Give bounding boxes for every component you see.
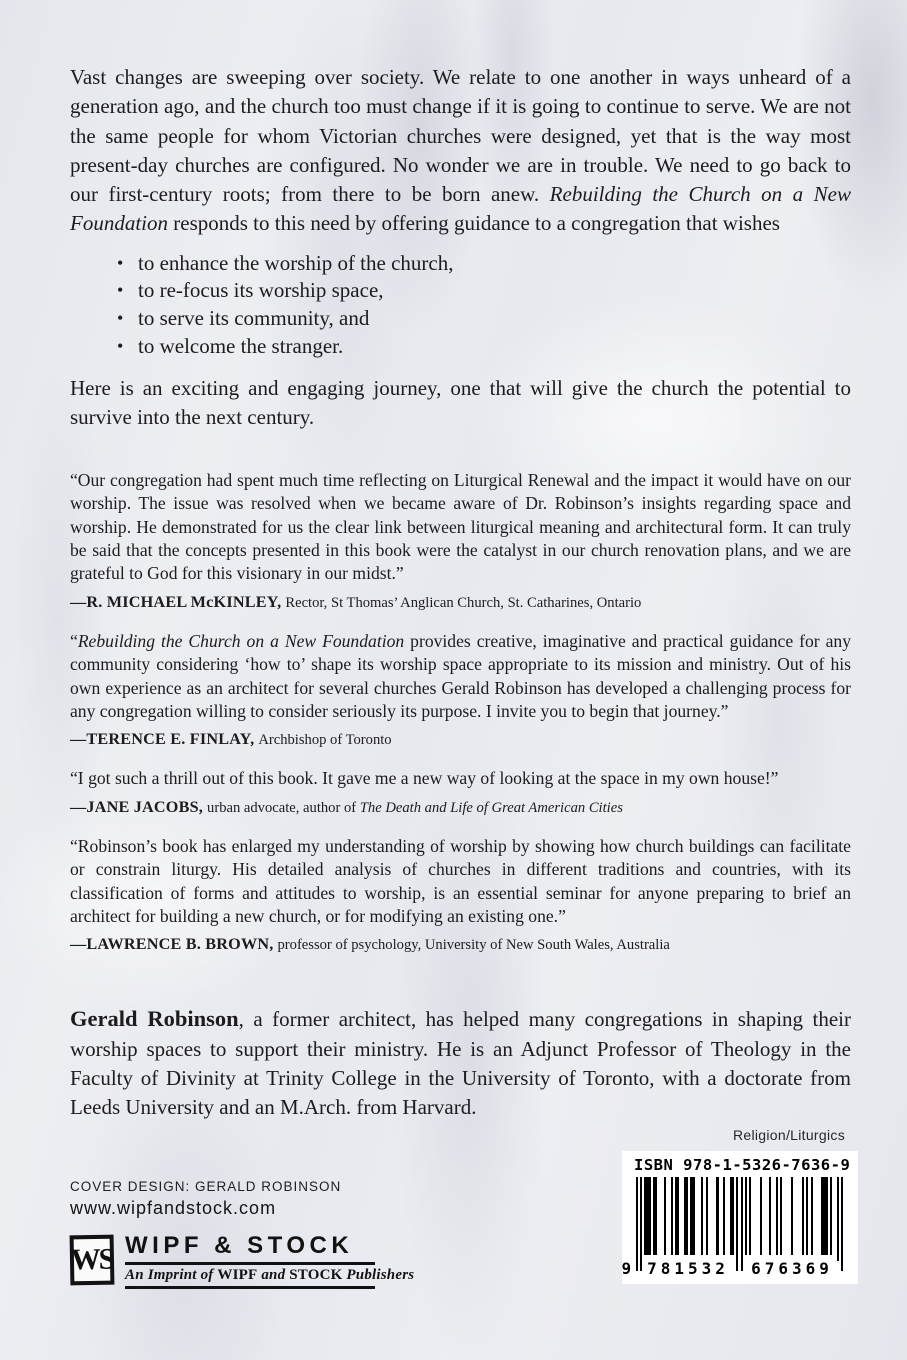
closing-paragraph: Here is an exciting and engaging journey, one that will give the church the potential to survive into the next century. — [70, 376, 851, 430]
publisher-website: www.wipfandstock.com — [70, 1198, 277, 1218]
endorsement-quote: “Our congregation had spent much time reflecting on Liturgical Renewal and the impact it would have on our worship. The issue was resolved when we became aware of Dr. Robinson’s insights regarding space and worship. He demonstrated for us the clear link between liturgical meaning and architectural form. It can truly be said that the concepts presented in this book were the catalyst in our church renovation plans, and we are grateful to God for this visionary in our midst.” — [70, 469, 851, 584]
barcode-bars — [636, 1177, 845, 1271]
endorser-affiliation: urban advocate, author of The Death and Life of Great American Cities — [207, 799, 623, 816]
barcode — [622, 1151, 858, 1284]
bullet-item: • to serve its community, and — [138, 305, 851, 333]
endorsements-section — [70, 469, 851, 955]
intro-paragraph: Vast changes are sweeping over society. We relate to one another in ways unheard of a generation ago, and the church too must change if it is going to continue to serve. We are not the same people for whom Victorian churches were designed, yet that is the way most present-day churches are configured. No wonder we are in trouble. We need to go back to our first-century roots; from there to be born anew. Rebuilding the Church on a New Foundation responds to this need by offering guidance to a congregation that wishes — [70, 65, 851, 236]
endorsement-quote: “I got such a thrill out of this book. It gave me a new way of looking at the space in my own house!” — [70, 768, 779, 789]
logo-divider — [125, 1286, 375, 1289]
bullet-list — [70, 250, 851, 360]
publisher-imprint: An Imprint of WIPF and STOCK Publishers — [125, 1267, 415, 1283]
endorsement-quote: “Rebuilding the Church on a New Foundation provides creative, imaginative and practical guidance for any community considering ‘how to’ shape its worship space appropriate to its mission and ministry. Out of his own experience as an architect for several churches Gerald Robinson has developed a challenging process for any congregation willing to consider seriously its purpose. I invite you to begin that journey.” — [70, 630, 851, 721]
endorsement-mckinley — [70, 469, 851, 612]
endorsement-attribution — [70, 935, 851, 954]
barcode-digit-lead: 9 — [621, 1259, 632, 1278]
endorsement-attribution — [70, 730, 851, 749]
category-label: Religion/Liturgics — [732, 1127, 845, 1143]
barcode-bars-area — [621, 1177, 845, 1278]
publisher-block — [70, 1179, 415, 1289]
endorser-name: —R. MICHAEL McKINLEY, — [70, 592, 282, 611]
publisher-logo-text — [125, 1232, 415, 1289]
bullet-item: • to welcome the stranger. — [138, 333, 851, 361]
cover-design-credit: COVER DESIGN: GERALD ROBINSON — [70, 1179, 342, 1194]
endorsement-attribution — [70, 593, 851, 612]
endorsement-jacobs — [70, 767, 851, 816]
barcode-digits-left: 781532 — [643, 1261, 734, 1277]
back-cover-text — [70, 63, 851, 1144]
logo-divider — [125, 1262, 375, 1265]
endorser-name: —LAWRENCE B. BROWN, — [70, 935, 274, 954]
endorsement-brown — [70, 835, 851, 955]
endorser-name: —TERENCE E. FINLAY, — [70, 730, 255, 749]
endorser-affiliation: Archbishop of Toronto — [258, 732, 392, 749]
endorser-affiliation: Rector, St Thomas’ Anglican Church, St. Catharines, Ontario — [285, 594, 642, 611]
publisher-name: WIPF & STOCK — [125, 1232, 354, 1259]
endorsement-finlay — [70, 630, 851, 750]
publisher-logo — [70, 1232, 415, 1289]
endorsement-attribution — [70, 798, 851, 817]
author-bio: Gerald Robinson, a former architect, has helped many congregations in shaping their worship spaces to support their ministry. He is an Adjunct Professor of Theology in the Faculty of Divinity at Trinity College in the University of Toronto, with a doctorate from Leeds University and an M.Arch. from Harvard. — [70, 1006, 851, 1120]
endorser-affiliation: professor of psychology, University of New South Wales, Australia — [277, 937, 670, 954]
isbn-label: ISBN 978-1-5326-7636-9 — [634, 1156, 851, 1174]
barcode-digits-right: 676369 — [746, 1261, 839, 1277]
bullet-item: • to re-focus its worship space, — [138, 277, 851, 305]
ws-logo-icon: WS — [70, 1235, 115, 1286]
endorsement-quote: “Robinson’s book has enlarged my understanding of worship by showing how church buildings can facilitate or constrain liturgy. His detailed analysis of churches in different traditions and countries, with its classification of forms and attitudes to worship, is an essential seminar for anyone preparing to brief an architect for building a new church, or for modifying an existing one.” — [70, 835, 851, 927]
bullet-item: • to enhance the worship of the church, — [138, 250, 851, 278]
endorser-name: —JANE JACOBS, — [70, 797, 204, 816]
